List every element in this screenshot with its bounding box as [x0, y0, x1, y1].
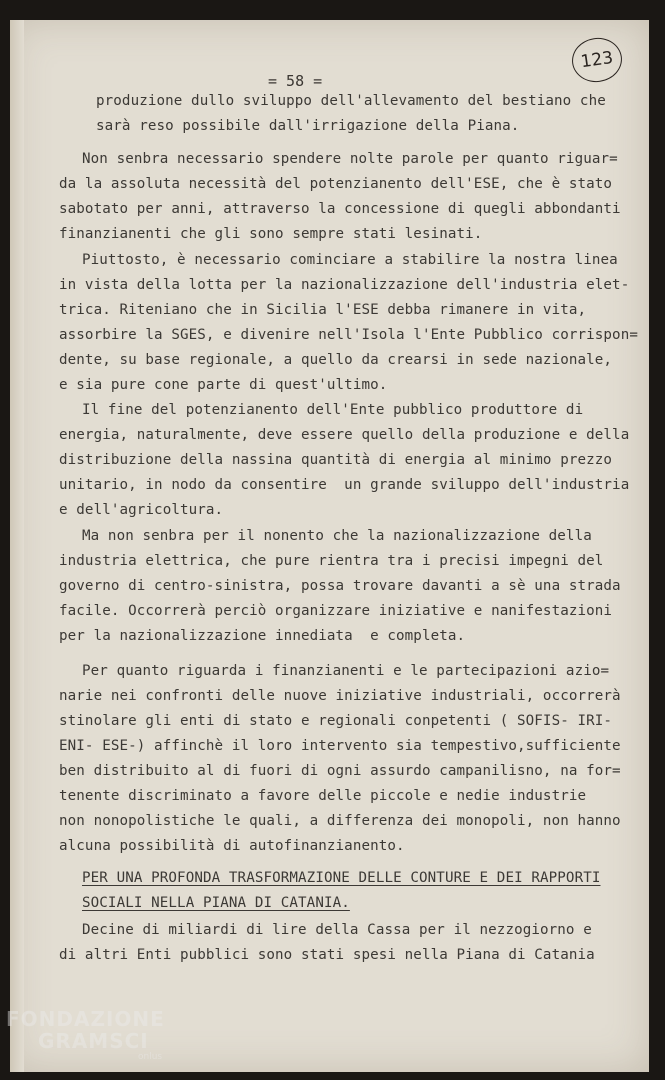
- text-line: sarà reso possibile dall'irrigazione della Piana.: [96, 118, 520, 134]
- watermark-line3: onlus: [138, 1052, 163, 1062]
- text-line: assorbire la SGES, e divenire nell'Isola l'Ente Pubblico corrispon=: [59, 327, 638, 343]
- text-line: unitario, in nodo da consentire un grande sviluppo dell'industria: [59, 477, 630, 493]
- text-line: distribuzione della nassina quantità di energia al minimo prezzo: [59, 452, 613, 468]
- text-line: stinolare gli enti di stato e regionali conpetenti ( SOFIS- IRI-: [59, 713, 613, 729]
- folio-number: 123: [569, 35, 625, 86]
- text-line: Per quanto riguarda i finanzianenti e le partecipazioni azio=: [82, 663, 610, 679]
- text-line: Decine di miliardi di lire della Cassa per il nezzogiorno e: [82, 922, 592, 938]
- text-line: in vista della lotta per la nazionalizzazione dell'industria elet-: [59, 277, 630, 293]
- watermark-line1: FONDAZIONE: [6, 1007, 165, 1031]
- text-line: ben distribuito al di fuori di ogni assurdo campanilisno, na for=: [59, 763, 621, 779]
- text-line: Ma non senbra per il nonento che la nazionalizzazione della: [82, 528, 592, 544]
- text-line: di altri Enti pubblici sono stati spesi nella Piana di Catania: [59, 947, 595, 963]
- page-number: = 58 =: [268, 72, 323, 90]
- text-line: ENI- ESE-) affinchè il loro intervento sia tempestivo,sufficiente: [59, 738, 621, 754]
- text-line: narie nei confronti delle nuove iniziative industriali, occorrerà: [59, 688, 621, 704]
- text-line: industria elettrica, che pure rientra tra i precisi impegni del: [59, 553, 604, 569]
- text-line: tenente discriminato a favore delle piccole e nedie industrie: [59, 788, 587, 804]
- text-line: finanzianenti che gli sono sempre stati lesinati.: [59, 226, 483, 242]
- section-heading: SOCIALI NELLA PIANA DI CATANIA.: [82, 895, 350, 911]
- text-line: energia, naturalmente, deve essere quello della produzione e della: [59, 427, 630, 443]
- document-page: [10, 20, 649, 1072]
- text-line: governo di centro-sinistra, possa trovare davanti a sè una strada: [59, 578, 621, 594]
- text-line: alcuna possibilità di autofinanzianento.: [59, 838, 405, 854]
- page-binding-edge: [10, 20, 24, 1072]
- text-line: non nonopolistiche le quali, a differenza dei monopoli, non hanno: [59, 813, 621, 829]
- text-line: Il fine del potenzianento dell'Ente pubblico produttore di: [82, 402, 584, 418]
- text-line: Piuttosto, è necessario cominciare a stabilire la nostra linea: [82, 252, 618, 268]
- section-heading: PER UNA PROFONDA TRASFORMAZIONE DELLE CONTURE E DEI RAPPORTI: [82, 870, 601, 886]
- text-line: e dell'agricoltura.: [59, 502, 224, 518]
- text-line: e sia pure cone parte di quest'ultimo.: [59, 377, 388, 393]
- text-line: dente, su base regionale, a quello da crearsi in sede nazionale,: [59, 352, 613, 368]
- watermark-line2: GRAMSCI: [38, 1029, 149, 1053]
- archive-watermark-logo: [6, 1008, 165, 1068]
- text-line: sabotato per anni, attraverso la concessione di quegli abbondanti: [59, 201, 621, 217]
- text-line: facile. Occorrerà perciò organizzare iniziative e nanifestazioni: [59, 603, 613, 619]
- text-line: trica. Riteniano che in Sicilia l'ESE debba rimanere in vita,: [59, 302, 587, 318]
- text-line: Non senbra necessario spendere nolte parole per quanto riguar=: [82, 151, 618, 167]
- text-line: da la assoluta necessità del potenzianento dell'ESE, che è stato: [59, 176, 613, 192]
- text-line: per la nazionalizzazione innediata e completa.: [59, 628, 466, 644]
- text-line: produzione dullo sviluppo dell'allevamento del bestiano che: [96, 93, 606, 109]
